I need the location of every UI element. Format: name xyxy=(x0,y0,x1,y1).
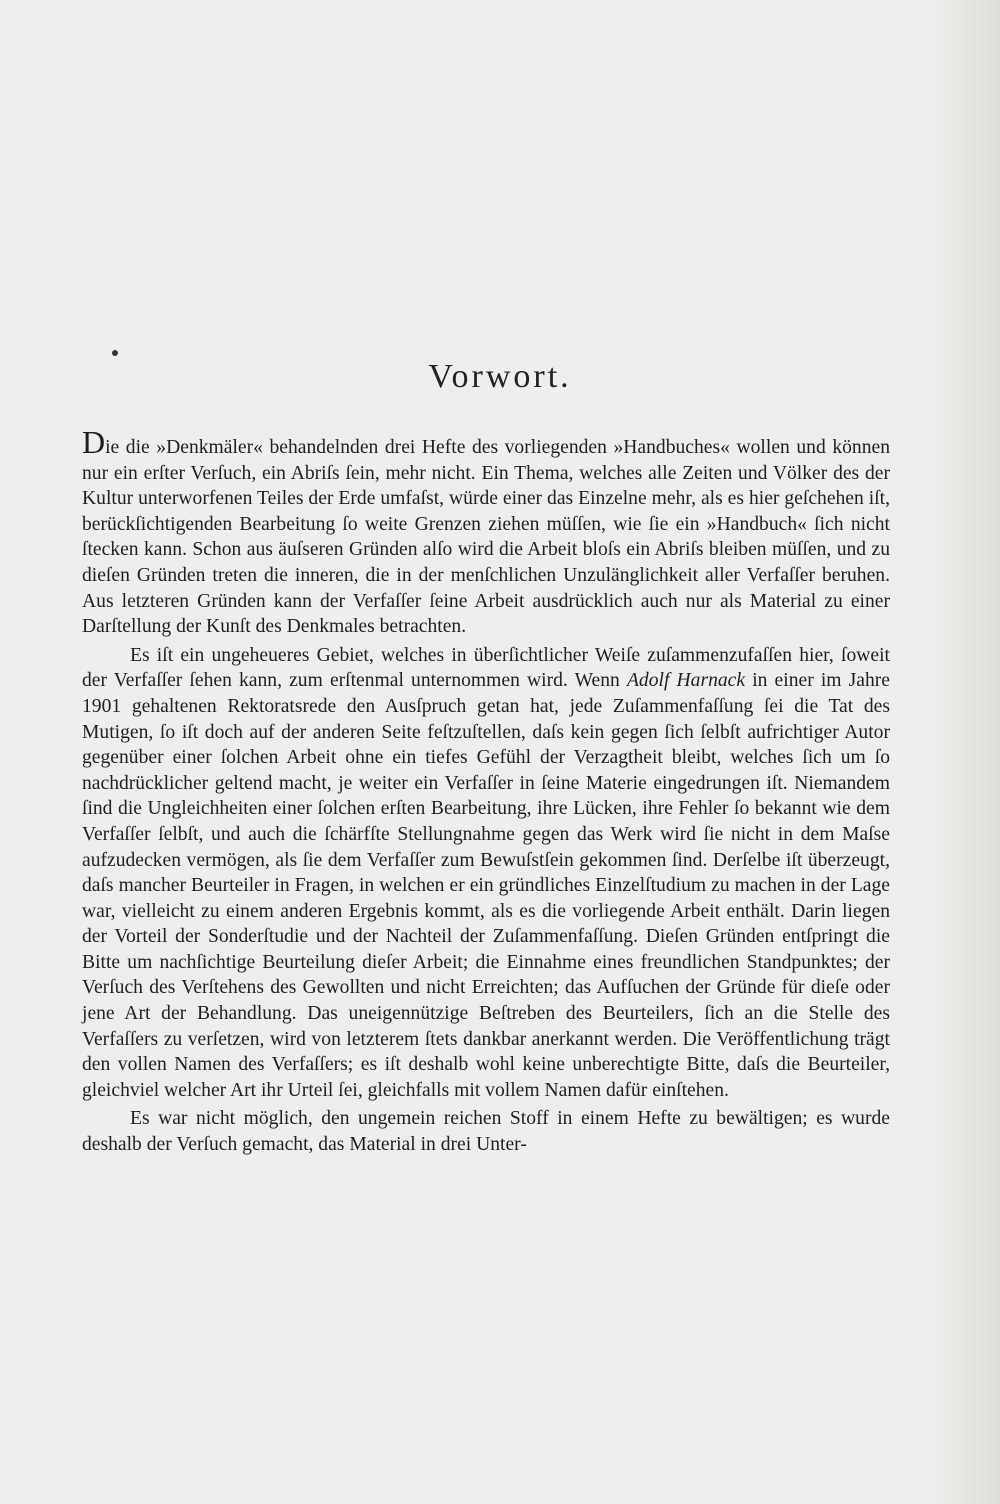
body-text xyxy=(82,424,890,1161)
paragraph-3 xyxy=(82,1106,890,1157)
paragraph-2 xyxy=(82,643,890,1104)
page-title: Vorwort. xyxy=(428,358,572,395)
drop-cap: D xyxy=(82,424,106,460)
paragraph-1-text: ie die »Denkmäler« behandelnden drei Hefte des vorliegenden »Handbuches« wollen und können nur ein erſter Verſuch, ein Abriſs ſein, mehr nicht. Ein Thema, welches alle Zeiten und Völker des der Kultur unterworfenen Teiles der Erde umfaſst, würde einer das Einzelne mehr, als es hier geſchehen iſt, berückſichtigenden Bearbeitung ſo weite Grenzen ziehen müſſen, wie ſie ein »Handbuch« ſich nicht ſtecken kann. Schon aus äuſseren Gründen alſo wird die Arbeit bloſs ein Abriſs bleiben müſſen, und zu dieſen Gründen treten die inneren, die in der menſchlichen Unzulänglichkeit aller Verfaſſer beruhen. Aus letzteren Gründen kann der Verfaſſer ſeine Arbeit ausdrücklich auch nur als Material zu einer Darſtellung der Kunſt des Denkmales betrachten. xyxy=(82,437,890,638)
paragraph-3-text: Es war nicht möglich, den ungemein reichen Stoff in einem Hefte zu bewältigen; es wurde deshalb der Verſuch gemacht, das Material in drei Unter- xyxy=(82,1108,890,1156)
paragraph-2-text-start: Es iſt ein ungeheueres Gebiet, welches in überſichtlicher Weiſe zuſammenzufaſſen hier, ſoweit der Verfaſſer ſehen kann, zum erſtenmal unternommen wird. Wenn xyxy=(82,644,890,692)
ink-spot xyxy=(112,350,118,356)
paragraph-1 xyxy=(82,424,890,640)
paragraph-2-text-end: in einer im Jahre 1901 gehaltenen Rektoratsrede den Ausſpruch getan hat, jede Zuſammenfaſſung ſei die Tat des Mutigen, ſo iſt doch auf der anderen Seite feſtzuſtellen, daſs kein gegen ſich ſelbſt aufrichtiger Autor gegenüber einer ſolchen Arbeit ohne ein tiefes Gefühl der Verzagtheit bleibt, welches ſich um ſo nachdrücklicher geltend macht, je weiter ein Verfaſſer in ſeine Materie eingedrungen iſt. Niemandem ſind die Ungleichheiten einer ſolchen erſten Bearbeitung, ihre Lücken, ihre Fehler ſo bekannt wie dem Verfaſſer ſelbſt, und auch die ſchärfſte Stellungnahme gegen das Werk wird ſie nicht in dem Maſse aufzudecken vermögen, als ſie dem Verfaſſer zum Bewuſstſein gekommen ſind. Derſelbe iſt überzeugt, daſs mancher Beurteiler in Fragen, in welchen er ein gründliches Einzelſtudium zu machen in der Lage war, vielleicht zu einem anderen Ergebnis kommt, als es die vorliegende Arbeit enthält. Darin liegen der Vorteil der Sonderſtudie und der Nachteil der Zuſammenfaſſung. Dieſen Gründen entſpringt die Bitte um nachſichtige Beurteilung dieſer Arbeit; die Einnahme eines freundlichen Standpunktes; der Verſuch des Verſtehens des Gewollten und nicht Erreichten; das Aufſuchen der Gründe für dieſe oder jene Art der Behandlung. Das uneigennützige Beſtreben des Beurteilers, ſich an die Stelle des Verfaſſers zu verſetzen, wird von letzterem ſtets dankbar anerkannt werden. Die Veröffentlichung trägt den vollen Namen des Verfaſſers; es iſt deshalb wohl keine unberechtigte Bitte, daſs die Beurteiler, gleichviel welcher Art ihr Urteil ſei, gleichfalls mit vollem Namen dafür einſtehen. xyxy=(82,670,890,1101)
author-name: Adolf Harnack xyxy=(626,670,746,692)
page-gutter-shadow xyxy=(930,0,1000,1504)
